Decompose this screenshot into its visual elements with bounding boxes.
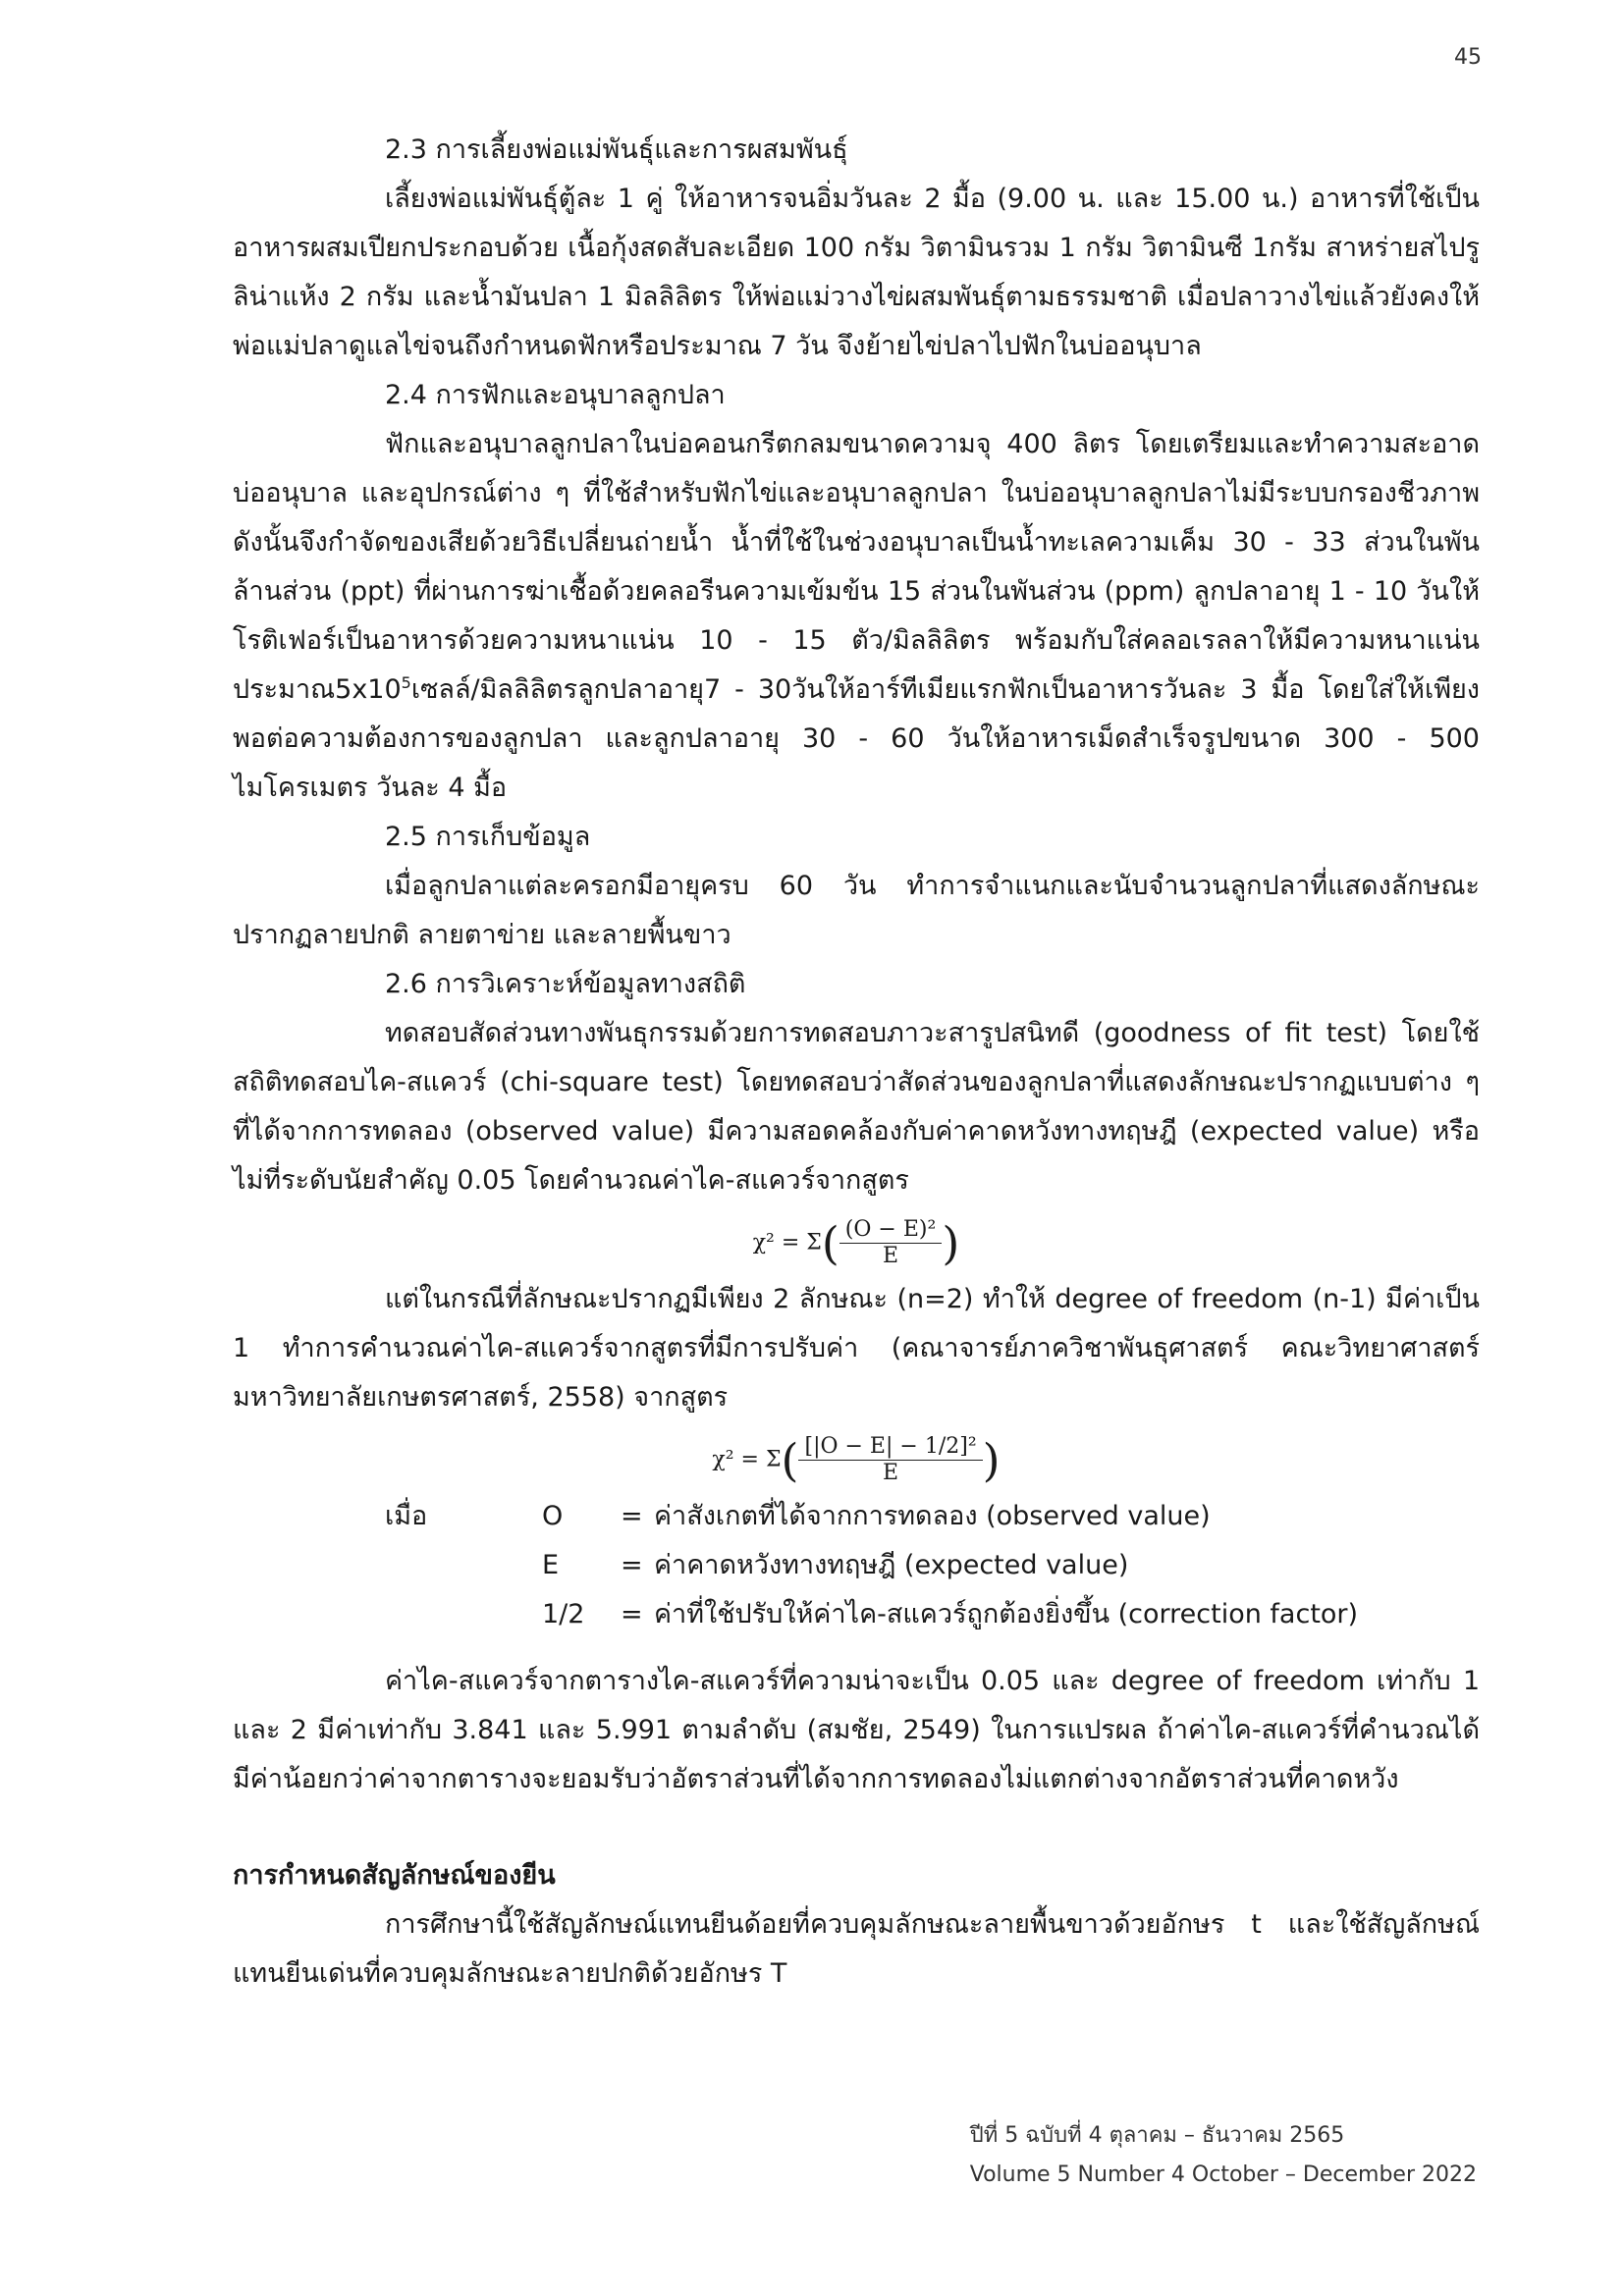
section-2-3-body: เลี้ยงพ่อแม่พันธุ์ตู้ละ 1 คู่ ให้อาหารจนอิ่มวันละ 2 มื้อ (9.00 น. และ 15.00 น.) อาหารที่ใช้เป็นอาหารผสมเปียกประกอบด้วย เนื้อกุ้งสดสับละเอียด 100 กรัม วิตามินรวม 1 กรัม วิตามินซี 1กรัม สาหร่ายสไปรูลิน่าแห้ง 2 กรัม และน้ำมันปลา 1 มิลลิลิตร ให้พ่อแม่วางไข่ผสมพันธุ์ตามธรรมชาติ เมื่อปลาวางไข่แล้วยังคงให้พ่อแม่ปลาดูแลไข่จนถึงกำหนดฟักหรือประมาณ 7 วัน จึงย้ายไข่ปลาไปฟักในบ่ออนุบาล: [233, 184, 1480, 361]
definition-equals: =: [621, 1501, 643, 1531]
formula-denominator: E: [883, 1461, 899, 1485]
journal-footer: [970, 2116, 1477, 2195]
chi-square-corrected-formula: χ² = Σ( $\frac{\text{[|O − E| − 1/2]²}}{E}$ ): [712, 1433, 1001, 1487]
section-2-5-heading: 2.5 การเก็บข้อมูล: [385, 822, 591, 852]
chi-square-formula: χ² = Σ( $\frac{\text{(O − E)²}}{E}$ ): [752, 1216, 960, 1270]
definitions-lead: เมื่อ: [385, 1501, 428, 1531]
section-2-5-body: เมื่อลูกปลาแต่ละครอกมีอายุครบ 60 วัน ทำการจำแนกและนับจำนวนลูกปลาที่แสดงลักษณะปรากฏลายปกติ ลายตาข่าย และลายพื้นขาว: [233, 871, 1480, 950]
definition-symbol: O: [542, 1501, 564, 1531]
footer-english: Volume 5 Number 4 October – December 2022: [969, 2163, 1477, 2187]
definition-equals: =: [621, 1550, 643, 1580]
definition-row: [233, 1590, 1480, 1639]
definition-row: [233, 1541, 1480, 1590]
definition-row: [233, 1492, 1480, 1541]
section-2-4-body-part-b: เซลล์/มิลลิลิตรลูกปลาอายุ7 - 30วันให้อาร์ทีเมียแรกฟักเป็นอาหารวันละ 3 มื้อ โดยใส่ให้เพียงพอต่อความต้องการของลูกปลา และลูกปลาอายุ 30 - 60 วันให้อาหารเม็ดสำเร็จรูปขนาด 300 - 500 ไมโครเมตร วันละ 4 มื้อ: [233, 674, 1480, 803]
formula-lhs: χ² = Σ: [752, 1230, 822, 1255]
main-content: [233, 126, 1480, 1999]
gene-symbols-heading: การกำหนดสัญลักษณ์ของยีน: [233, 1860, 556, 1891]
formula-denominator: E: [883, 1244, 899, 1268]
definition-text: ค่าที่ใช้ปรับให้ค่าไค-สแควร์ถูกต้องยิ่งขึ้น (correction factor): [654, 1599, 1359, 1629]
exponent: 5: [401, 673, 411, 692]
definition-symbol: E: [542, 1550, 560, 1580]
section-2-3-heading: 2.3 การเลี้ยงพ่อแม่พันธุ์และการผสมพันธุ์: [385, 134, 848, 165]
gene-symbols-body: การศึกษานี้ใช้สัญลักษณ์แทนยีนด้อยที่ควบคุมลักษณะลายพื้นขาวด้วยอักษร t และใช้สัญลักษณ์แทนยีนเด่นที่ควบคุมลักษณะลายปกติด้วยอักษร T: [233, 1909, 1480, 1989]
section-2-6-body-3: ค่าไค-สแควร์จากตารางไค-สแควร์ที่ความน่าจะเป็น 0.05 และ degree of freedom เท่ากับ 1 และ 2 มีค่าเท่ากับ 3.841 และ 5.991 ตามลำดับ (สมชัย, 2549) ในการแปรผล ถ้าค่าไค-สแควร์ที่คำนวณได้มีค่าน้อยกว่าค่าจากตารางจะยอมรับว่าอัตราส่วนที่ได้จากการทดลองไม่แตกต่างจากอัตราส่วนที่คาดหวัง: [233, 1666, 1480, 1794]
section-2-6-heading: 2.6 การวิเคราะห์ข้อมูลทางสถิติ: [385, 969, 746, 999]
definition-symbol: 1/2: [542, 1599, 585, 1629]
definition-equals: =: [621, 1599, 643, 1629]
formula-numerator: [|O − E| − 1/2]²: [798, 1434, 982, 1461]
formula-definitions: [233, 1492, 1480, 1639]
definition-text: ค่าสังเกตที่ได้จากการทดลอง (observed value): [654, 1501, 1211, 1531]
section-2-4-body-part-a: ฟักและอนุบาลลูกปลาในบ่อคอนกรีตกลมขนาดความจุ 400 ลิตร โดยเตรียมและทำความสะอาดบ่ออนุบาล และอุปกรณ์ต่าง ๆ ที่ใช้สำหรับฟักไข่และอนุบาลลูกปลา ในบ่ออนุบาลลูกปลาไม่มีระบบกรองชีวภาพดังนั้นจึงกำจัดของเสียด้วยวิธีเปลี่ยนถ่ายน้ำ น้ำที่ใช้ในช่วงอนุบาลเป็นน้ำทะเลความเค็ม 30 - 33 ส่วนในพันล้านส่วน (ppt) ที่ผ่านการฆ่าเชื้อด้วยคลอรีนความเข้มข้น 15 ส่วนในพันส่วน (ppm) ลูกปลาอายุ 1 - 10 วันให้โรติเฟอร์เป็นอาหารด้วยความหนาแน่น 10 - 15 ตัว/มิลลิลิตร พร้อมกับใส่คลอเรลลาให้มีความหนาแน่นประมาณ5x10: [233, 429, 1480, 705]
section-2-4-body: [233, 420, 1480, 813]
formula-lhs: χ² = Σ: [712, 1447, 782, 1472]
formula-numerator: (O − E)²: [839, 1217, 943, 1244]
footer-thai: ปีที่ 5 ฉบับที่ 4 ตุลาคม – ธันวาคม 2565: [969, 2123, 1345, 2148]
page-number: 45: [1454, 45, 1482, 70]
section-2-6-body: ทดสอบสัดส่วนทางพันธุกรรมด้วยการทดสอบภาวะสารูปสนิทดี (goodness of fit test) โดยใช้สถิติทดสอบไค-สแควร์ (chi-square test) โดยทดสอบว่าสัดส่วนของลูกปลาที่แสดงลักษณะปรากฏแบบต่าง ๆ ที่ได้จากการทดลอง (observed value) มีความสอดคล้องกับค่าคาดหวังทางทฤษฎี (expected value) หรือไม่ที่ระดับนัยสำคัญ 0.05 โดยคำนวณค่าไค-สแควร์จากสูตร: [233, 1018, 1480, 1196]
section-2-6-body-2: แต่ในกรณีที่ลักษณะปรากฏมีเพียง 2 ลักษณะ (n=2) ทำให้ degree of freedom (n-1) มีค่าเป็น 1 ทำการคำนวณค่าไค-สแควร์จากสูตรที่มีการปรับค่า (คณาจารย์ภาควิชาพันธุศาสตร์ คณะวิทยาศาสตร์ มหาวิทยาลัยเกษตรศาสตร์, 2558) จากสูตร: [233, 1284, 1480, 1413]
definition-text: ค่าคาดหวังทางทฤษฎี (expected value): [654, 1550, 1129, 1580]
section-2-4-heading: 2.4 การฟักและอนุบาลลูกปลา: [385, 380, 726, 410]
